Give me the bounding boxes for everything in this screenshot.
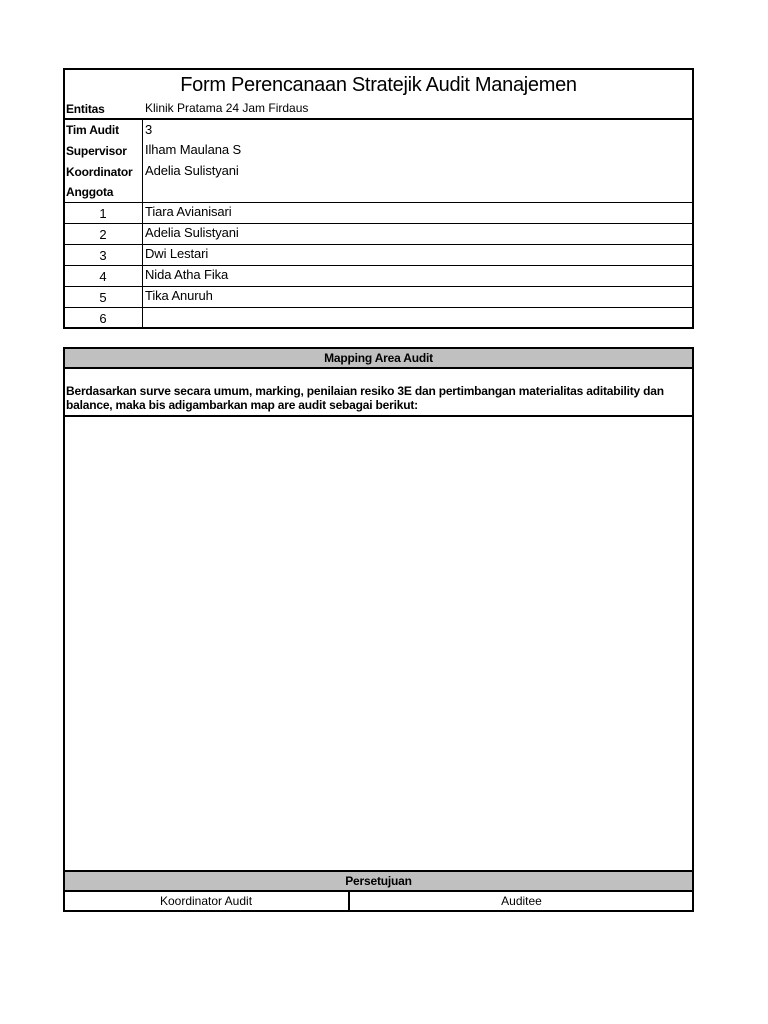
member-name: Dwi Lestari: [145, 246, 209, 261]
member-name: Adelia Sulistyani: [145, 225, 239, 240]
koordinator-label: Koordinator: [66, 165, 133, 179]
member-number: 2: [99, 227, 107, 242]
divider-entitas: [64, 118, 693, 120]
member-name: Nida Atha Fika: [145, 267, 229, 282]
member-number: 1: [99, 206, 107, 221]
member-number: 4: [99, 269, 107, 284]
row-divider: [64, 265, 693, 266]
row-divider: [64, 286, 693, 287]
entitas-value: Klinik Pratama 24 Jam Firdaus: [145, 101, 309, 115]
mapping-description-line-2: balance, maka bis adigambarkan map are audit sebagai berikut:: [66, 398, 418, 412]
member-number: 6: [99, 311, 107, 326]
approval-header-divider: [64, 890, 693, 892]
approval-header: Persetujuan: [345, 874, 412, 888]
koordinator-value: Adelia Sulistyani: [145, 163, 239, 178]
member-number: 5: [99, 290, 107, 305]
row-divider: [64, 202, 693, 203]
row-divider: [64, 307, 693, 308]
anggota-label: Anggota: [66, 185, 114, 199]
map-area-canvas: [65, 417, 692, 870]
member-name: Tiara Avianisari: [145, 204, 232, 219]
member-name: Tika Anuruh: [145, 288, 213, 303]
mapping-header-divider: [64, 367, 693, 369]
row-divider: [64, 223, 693, 224]
row-divider: [64, 244, 693, 245]
tim-audit-label: Tim Audit: [66, 123, 119, 137]
tim-audit-value: 3: [145, 122, 153, 137]
mapping-description-line-1: Berdasarkan surve secara umum, marking, penilaian resiko 3E dan pertimbangan materialitas aditability dan: [66, 384, 664, 398]
approval-auditee-label: Auditee: [501, 894, 542, 908]
supervisor-value: Ilham Maulana S: [145, 142, 242, 157]
entitas-label: Entitas: [66, 102, 105, 116]
approval-koordinator-label: Koordinator Audit: [159, 894, 253, 908]
mapping-header: Mapping Area Audit: [324, 351, 433, 365]
member-number: 3: [99, 248, 107, 263]
page-title: Form Perencanaan Stratejik Audit Manajemen: [180, 74, 577, 96]
supervisor-label: Supervisor: [66, 144, 127, 158]
